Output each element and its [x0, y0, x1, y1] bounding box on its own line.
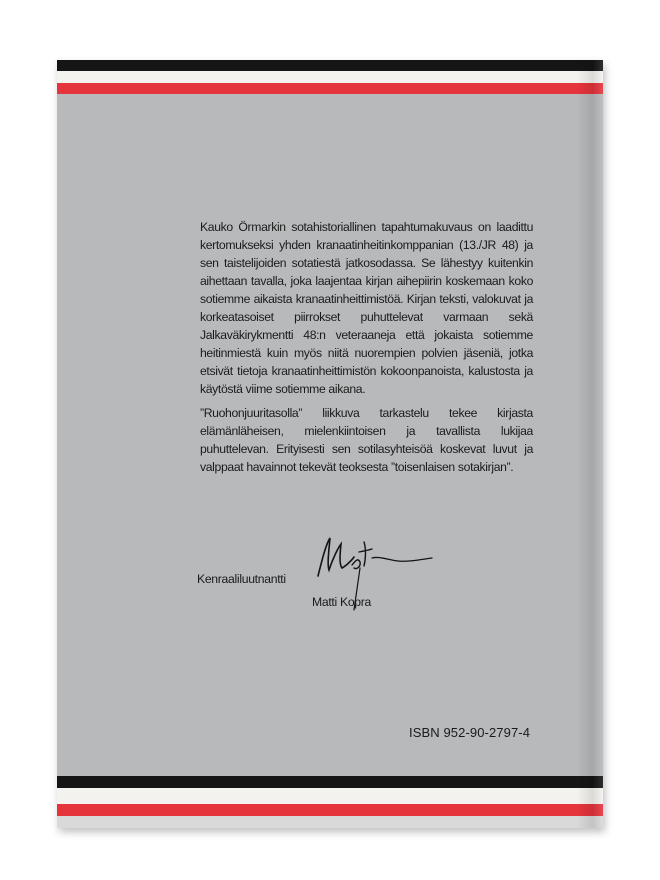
bottom-edge — [57, 816, 603, 828]
blurb-text — [200, 218, 533, 482]
blurb-paragraph-2: ”Ruohonjuuritasolla” liikkuva tarkastelu tekee kirjasta elämänläheisen, mielenkiintoisen ja tavallista lukijaa puhuttelevan. Erityisesti sen sotilasyhteisöä koskevat luvut ja valppaat havainnot tekevät teoksesta ”toisenlaisen sotakirjan”. — [200, 406, 533, 474]
signer-name: Matti Kopra — [312, 595, 372, 609]
isbn-label: ISBN 952-90-2797-4 — [409, 725, 531, 740]
spine-shadow — [577, 60, 603, 828]
bottom-black-stripe — [57, 776, 603, 788]
bottom-red-stripe — [57, 804, 603, 816]
blurb-paragraph-1: Kauko Örmarkin sotahistoriallinen tapahtumakuvaus on laadittu kertomukseksi yhden kranaatinheitinkomppanian (13./JR 48) ja sen taistelijoiden sotatiestä jatkosodassa. Se lähestyy kuitenkin aihettaan tavalla, joka laajentaa kirjan aihepiirin koskemaan koko sotiemme aikaista kranaatinheittimistöä. Kirjan teksti, valokuvat ja korkeatasoiset piirrokset puhuttelevat varmaan sekä Jalkaväkirykmentti 48:n veteraaneja että jokaista sotiemme heitinmiestä kuin myös niitä nuorempien polvien jäseniä, jotka etsivät tietoja kranaatinheittimistön kokoonpanoista, kalustosta ja käytöstä viime sotiemme aikana. — [200, 220, 533, 396]
signature-image — [312, 530, 442, 630]
top-black-stripe — [57, 60, 603, 71]
top-white-stripe — [57, 71, 603, 83]
bottom-white-stripe — [57, 788, 603, 804]
top-red-stripe — [57, 83, 603, 94]
signature-block — [197, 530, 537, 620]
book-back-cover — [57, 60, 603, 828]
signer-rank: Kenraaliluutnantti — [197, 572, 286, 586]
